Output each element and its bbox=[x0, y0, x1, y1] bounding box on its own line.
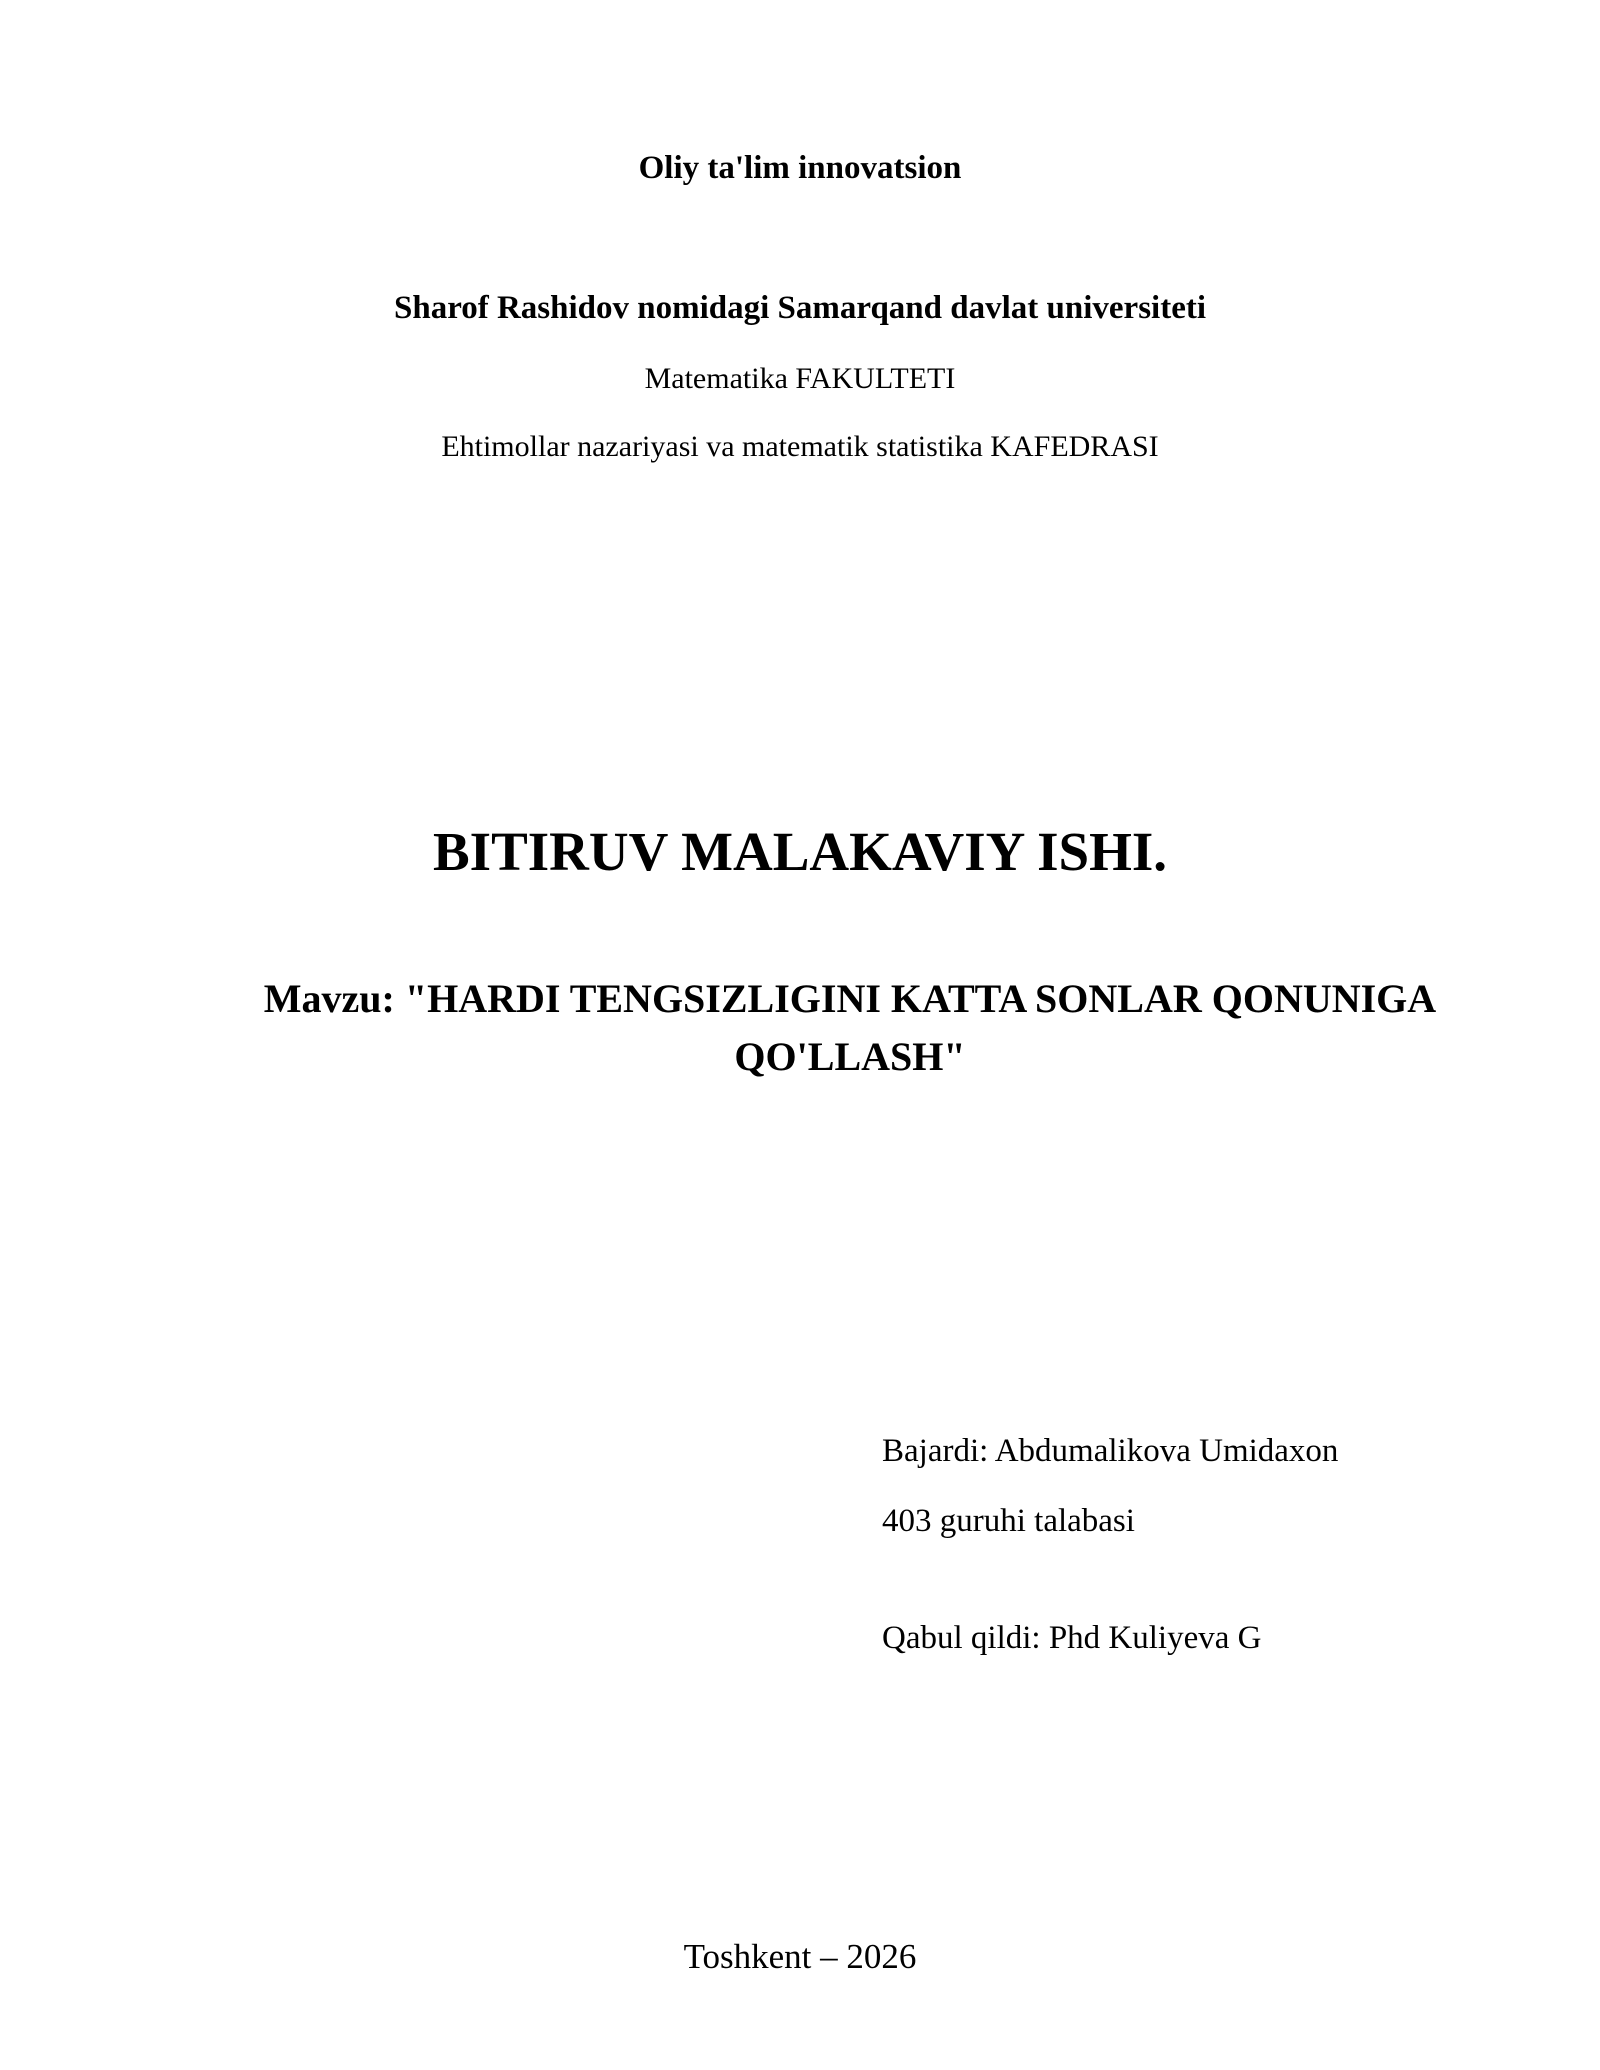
performed-by: Bajardi: Abdumalikova Umidaxon bbox=[882, 1433, 1339, 1469]
faculty-name: Matematika FAKULTETI bbox=[644, 362, 956, 395]
department-name: Ehtimollar nazariyasi va matematik statistika KAFEDRASI bbox=[441, 430, 1159, 463]
thesis-topic: Mavzu: "HARDI TENGSIZLIGINI KATTA SONLAR QONUNIGA QO'LLASH" bbox=[263, 976, 1437, 1079]
accepted-by: Qabul qildi: Phd Kuliyeva G bbox=[882, 1620, 1262, 1656]
ministry-heading: Oliy ta'lim innovatsion bbox=[638, 150, 962, 186]
university-name: Sharof Rashidov nomidagi Samarqand davlat universiteti bbox=[393, 290, 1206, 326]
document-title: BITIRUV MALAKAVIY ISHI. bbox=[432, 821, 1167, 882]
student-group: 403 guruhi talabasi bbox=[882, 1503, 1135, 1539]
place-and-year: Toshkent – 2026 bbox=[683, 1937, 917, 1976]
